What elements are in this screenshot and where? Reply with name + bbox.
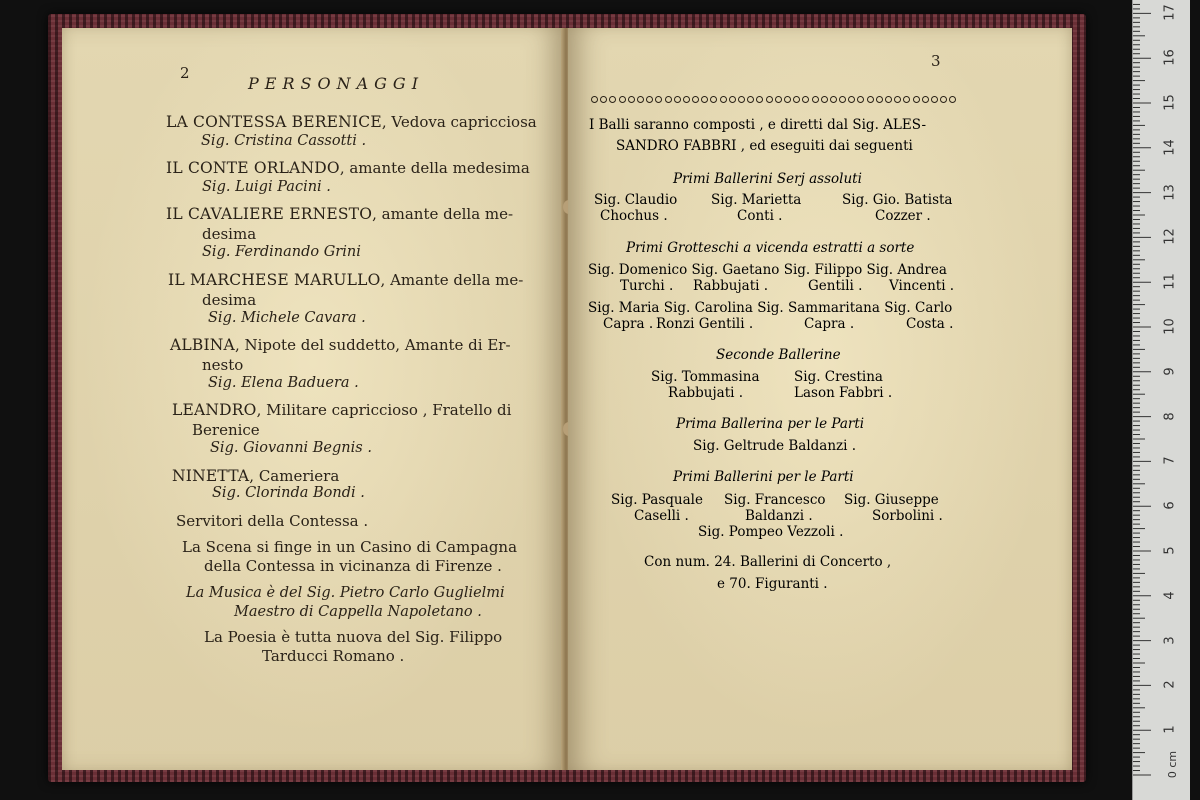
- character-entry: [172, 400, 511, 419]
- dancer-surname: Chochus .: [600, 208, 668, 224]
- dancer-first-name: Sig. Crestina: [794, 369, 883, 385]
- dancer-surname: Rabbujati .: [693, 278, 769, 294]
- dancer-first-names-line: Sig. Maria Sig. Carolina Sig. Sammaritana Sig. Carlo: [588, 300, 953, 316]
- ruler-number: 6: [1162, 501, 1178, 510]
- character-name: IL CAVALIERE ERNESTO: [166, 205, 373, 223]
- character-role-continued: desima: [202, 225, 257, 243]
- ornament-ring: [913, 96, 920, 103]
- section-title: Primi Grotteschi a vicenda estratti a sorte: [626, 240, 915, 256]
- dancer-surname: Turchi .: [620, 278, 674, 294]
- poetry-credit-line: Tarducci Romano .: [262, 647, 405, 665]
- character-role: , Militare capriccioso , Fratello di: [256, 401, 512, 419]
- intro-line: SANDRO FABBRI , ed eseguiti dai seguenti: [616, 138, 913, 154]
- character-role-continued: desima: [202, 291, 257, 309]
- dancer-surname: Caselli .: [634, 508, 689, 524]
- ornamental-border: [591, 88, 961, 98]
- ruler-number: 12: [1162, 228, 1178, 246]
- ruler-number: 14: [1162, 139, 1178, 156]
- ornament-ring: [830, 96, 837, 103]
- ornament-ring: [922, 96, 929, 103]
- ruler-number: 4: [1162, 591, 1178, 600]
- character-entry: [166, 204, 513, 223]
- dancer-line: Sig. Pompeo Vezzoli .: [698, 524, 844, 540]
- ruler-number: 2: [1162, 680, 1178, 690]
- character-role: , amante della medesima: [339, 159, 530, 177]
- character-entry: [168, 270, 523, 289]
- performer-name: Sig. Luigi Pacini .: [202, 179, 331, 195]
- ornament-ring: [683, 96, 690, 103]
- dancer-first-name: Sig. Gio. Batista: [842, 192, 953, 208]
- page-heading: PERSONAGGI: [248, 74, 425, 93]
- character-entry: [166, 158, 530, 177]
- dancer-first-name: Sig. Marietta: [711, 192, 802, 208]
- section-title: Primi Ballerini per le Parti: [673, 469, 854, 485]
- character-entry: [166, 112, 537, 131]
- ornament-ring: [784, 96, 791, 103]
- ruler-number: 8: [1162, 411, 1178, 421]
- music-credit-line: Maestro di Cappella Napoletano .: [234, 604, 482, 620]
- closing-line: e 70. Figuranti .: [717, 576, 828, 592]
- ornament-ring: [821, 96, 828, 103]
- ornament-ring: [775, 96, 782, 103]
- dancer-first-name: Sig. Francesco: [724, 492, 826, 508]
- dancer-surname: Rabbujati .: [668, 385, 744, 401]
- page-number: 3: [931, 52, 941, 70]
- character-role: , Amante della me-: [380, 271, 524, 289]
- intro-line: I Balli saranno composti , e diretti dal Sig. ALES-: [589, 117, 927, 133]
- character-role: , amante della me-: [372, 205, 514, 223]
- dancer-surname: Lason Fabbri .: [794, 385, 893, 401]
- character-name: NINETTA: [172, 467, 250, 485]
- dancer-surname: Baldanzi .: [745, 508, 813, 524]
- ornament-ring: [628, 96, 635, 103]
- character-name: IL MARCHESE MARULLO: [168, 271, 381, 289]
- character-role: , Nipote del suddetto, Amante di Er-: [234, 336, 511, 354]
- scene-line: della Contessa in vicinanza di Firenze .: [204, 557, 502, 575]
- ornament-ring: [692, 96, 699, 103]
- ruler-unit-label: 0 cm: [1166, 750, 1180, 779]
- character-role: , Vedova capricciosa: [381, 113, 537, 131]
- ruler-number: 5: [1162, 546, 1178, 555]
- ruler-number: 9: [1162, 367, 1178, 376]
- dancer-surname: Cozzer .: [875, 208, 931, 224]
- character-entry: [172, 466, 339, 485]
- character-role-continued: Berenice: [192, 421, 260, 439]
- ornament-ring: [876, 96, 883, 103]
- ruler-number: 7: [1162, 456, 1178, 466]
- ruler-number: 1: [1162, 725, 1178, 734]
- performer-name: Sig. Clorinda Bondi .: [212, 485, 365, 501]
- ornament-ring: [931, 96, 938, 103]
- ruler-number: 10: [1162, 318, 1178, 335]
- character-name: IL CONTE ORLANDO: [166, 159, 340, 177]
- dancer-surname: Capra .: [603, 316, 654, 332]
- ornament-ring: [665, 96, 672, 103]
- character-name: LEANDRO: [172, 401, 257, 419]
- ruler-number: 11: [1162, 273, 1178, 290]
- character-name: ALBINA: [170, 336, 235, 354]
- dancer-line: Sig. Geltrude Baldanzi .: [693, 438, 857, 454]
- ornament-ring: [591, 96, 598, 103]
- ruler-number: 3: [1162, 635, 1178, 645]
- dancer-surname: Conti .: [737, 208, 783, 224]
- ornament-ring: [812, 96, 819, 103]
- ornament-ring: [839, 96, 846, 103]
- performer-name: Sig. Ferdinando Grini: [202, 244, 361, 260]
- dancer-surname: Sorbolini .: [872, 508, 943, 524]
- ornament-ring: [619, 96, 626, 103]
- music-credit-line: La Musica è del Sig. Pietro Carlo Guglielmi: [186, 585, 505, 601]
- dancer-first-name: Sig. Claudio: [594, 192, 678, 208]
- ornament-ring: [674, 96, 681, 103]
- dancer-first-name: Sig. Pasquale: [611, 492, 703, 508]
- section-title: Seconde Ballerine: [716, 347, 841, 363]
- ornament-ring: [766, 96, 773, 103]
- ornament-ring: [885, 96, 892, 103]
- performer-name: Sig. Cristina Cassotti .: [201, 133, 367, 149]
- character-entry: [170, 335, 511, 354]
- dancer-surname: Costa .: [906, 316, 954, 332]
- page-number: 2: [180, 64, 190, 82]
- servants-line: Servitori della Contessa .: [176, 512, 369, 530]
- ruler-number: 16: [1162, 49, 1178, 66]
- scene-line: La Scena si finge in un Casino di Campagna: [182, 538, 518, 556]
- ruler-number: 17: [1162, 4, 1178, 22]
- measuring-ruler: [1132, 0, 1190, 800]
- character-role: , Cameriera: [249, 467, 340, 485]
- dancer-first-name: Sig. Giuseppe: [844, 492, 939, 508]
- character-role-continued: nesto: [202, 356, 244, 374]
- ruler-number: 15: [1162, 94, 1178, 111]
- dancer-first-names-line: Sig. Domenico Sig. Gaetano Sig. Filippo Sig. Andrea: [588, 262, 947, 278]
- ornament-ring: [720, 96, 727, 103]
- ruler-number: 13: [1162, 183, 1178, 201]
- performer-name: Sig. Michele Cavara .: [208, 310, 366, 326]
- performer-name: Sig. Elena Baduera .: [208, 375, 359, 391]
- ornament-ring: [738, 96, 745, 103]
- ornament-ring: [637, 96, 644, 103]
- section-title: Primi Ballerini Serj assoluti: [673, 171, 862, 187]
- performer-name: Sig. Giovanni Begnis .: [210, 440, 372, 456]
- left-page: [62, 28, 564, 770]
- poetry-credit-line: La Poesia è tutta nuova del Sig. Filippo: [204, 628, 503, 646]
- dancer-first-name: Sig. Tommasina: [651, 369, 760, 385]
- dancer-surname: Vincenti .: [889, 278, 955, 294]
- ornament-ring: [867, 96, 874, 103]
- closing-line: Con num. 24. Ballerini di Concerto ,: [644, 554, 892, 570]
- character-name: LA CONTESSA BERENICE: [166, 113, 382, 131]
- section-title: Prima Ballerina per le Parti: [676, 416, 865, 432]
- dancer-surname: Ronzi Gentili .: [656, 316, 754, 332]
- dancer-surname: Capra .: [804, 316, 855, 332]
- dancer-surname: Gentili .: [808, 278, 863, 294]
- ornament-ring: [729, 96, 736, 103]
